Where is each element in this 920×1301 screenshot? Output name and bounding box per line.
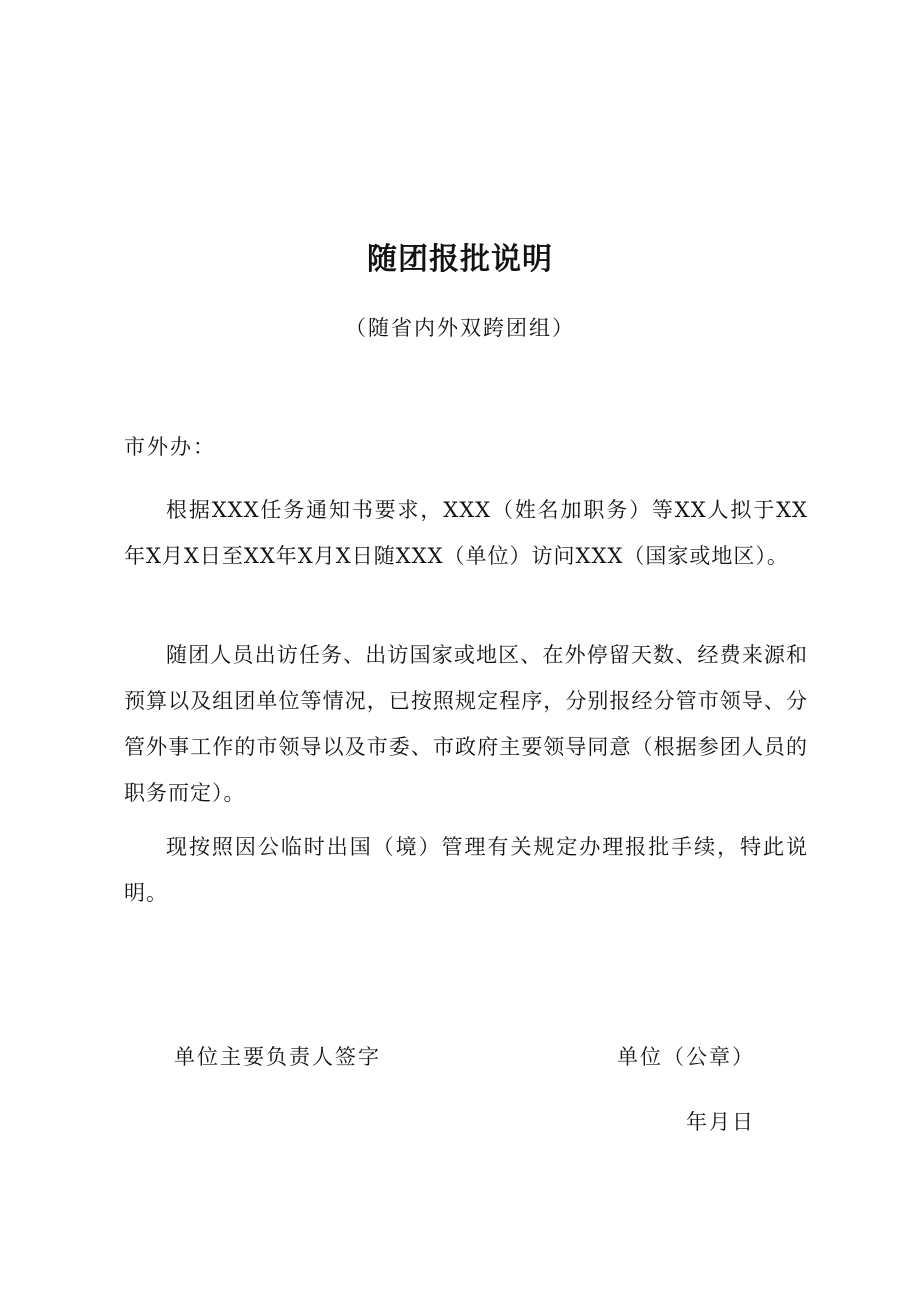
- body-paragraph-2: 随团人员出访任务、出访国家或地区、在外停留天数、经费来源和预算以及组团单位等情况，已按照规定程序，分别报经分管市领导、分管外事工作的市领导以及市委、市政府主要领导同意（根据参团人员的职务而定）。: [124, 643, 808, 805]
- signature-responsible-person: 单位主要负责人签字: [174, 1045, 381, 1069]
- body-paragraph-1: 根据XXX任务通知书要求，XXX（姓名加职务）等XX人拟于XX年X月X日至XX年X月X日随XXX（单位）访问XXX（国家或地区）。: [124, 498, 808, 568]
- body-paragraph-3: 现按照因公临时出国（境）管理有关规定办理报批手续，特此说明。: [124, 835, 808, 905]
- date-line: 年月日: [686, 1110, 755, 1134]
- signature-unit-seal: 单位（公章）: [617, 1045, 755, 1069]
- document-title: 随团报批说明: [367, 242, 553, 277]
- document-subtitle: （随省内外双跨团组）: [345, 316, 575, 340]
- salutation: 市外办：: [124, 435, 216, 459]
